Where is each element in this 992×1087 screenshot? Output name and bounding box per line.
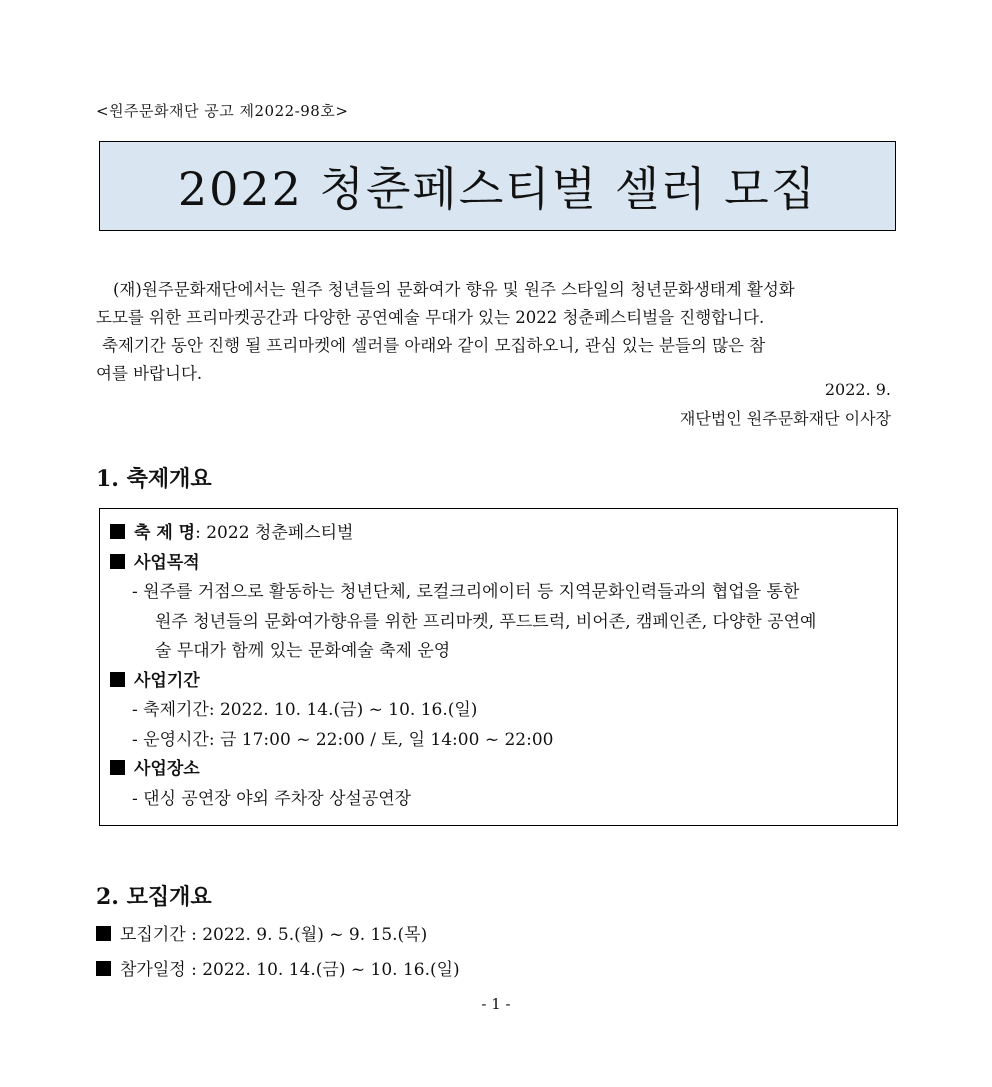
- title-banner: [99, 141, 896, 231]
- section-title-recruitment: 2. 모집개요: [96, 884, 212, 910]
- notice-number: <원주문화재단 공고 제2022-98호>: [96, 102, 349, 120]
- purpose-line: 술 무대가 함께 있는 문화예술 축제 운영: [155, 641, 451, 661]
- venue-label: 사업장소: [134, 759, 200, 779]
- square-bullet-icon: [110, 760, 125, 775]
- purpose-heading-row: [110, 549, 897, 579]
- page-number: - 1 -: [481, 995, 511, 1013]
- intro-paragraph: [96, 276, 891, 388]
- operating-hours-line: - 운영시간: 금 17:00 ~ 22:00 / 토, 일 14:00 ~ 22:00: [132, 729, 554, 750]
- participation-row: [96, 955, 460, 980]
- purpose-label: 사업목적: [134, 552, 200, 573]
- square-bullet-icon: [110, 672, 125, 687]
- square-bullet-icon: [110, 524, 125, 539]
- recruit-period: 모집기간 : 2022. 9. 5.(월) ~ 9. 15.(목): [120, 925, 428, 945]
- square-bullet-icon: [96, 926, 111, 941]
- festival-name-label: 축 제 명: [134, 523, 196, 543]
- recruit-period-row: [96, 920, 427, 945]
- participation-schedule: 참가일정 : 2022. 10. 14.(금) ~ 10. 16.(일): [120, 960, 460, 980]
- purpose-line: - 원주를 거점으로 활동하는 청년단체, 로컬크리에이터 등 지역문화인력들과의 협업을 통한: [132, 582, 800, 602]
- section-title-overview: 1. 축제개요: [96, 466, 212, 492]
- intro-line: (재)원주문화재단에서는 원주 청년들의 문화여가 향유 및 원주 스타일의 청년문화생태계 활성화: [113, 280, 795, 299]
- festival-period-line: - 축제기간: 2022. 10. 14.(금) ~ 10. 16.(일): [132, 700, 478, 720]
- intro-line: 여를 바랍니다.: [96, 364, 203, 383]
- intro-line: 도모를 위한 프리마켓공간과 다양한 공연예술 무대가 있는 2022 청춘페스티벌을 진행합니다.: [96, 308, 765, 327]
- venue-heading-row: [110, 755, 897, 785]
- period-heading-row: [110, 667, 897, 697]
- intro-line: 축제기간 동안 진행 될 프리마켓에 셀러를 아래와 같이 모집하오니, 관심 있는 분들의 많은 참: [102, 336, 766, 355]
- notice-date: 2022. 9.: [824, 380, 891, 399]
- issuer: 재단법인 원주문화재단 이사장: [679, 409, 891, 428]
- festival-overview-box: [99, 508, 898, 826]
- square-bullet-icon: [110, 554, 125, 569]
- period-label: 사업기간: [134, 670, 200, 691]
- square-bullet-icon: [96, 961, 111, 976]
- venue-line: - 댄싱 공연장 야외 주차장 상설공연장: [132, 788, 412, 809]
- festival-name-value: : 2022 청춘페스티벌: [195, 523, 354, 543]
- festival-name-row: [110, 519, 897, 549]
- page-title: 2022 청춘페스티벌 셀러 모집: [177, 162, 818, 216]
- purpose-line: 원주 청년들의 문화여가향유를 위한 프리마켓, 푸드트럭, 비어존, 캠페인존, 다양한 공연예: [155, 611, 817, 632]
